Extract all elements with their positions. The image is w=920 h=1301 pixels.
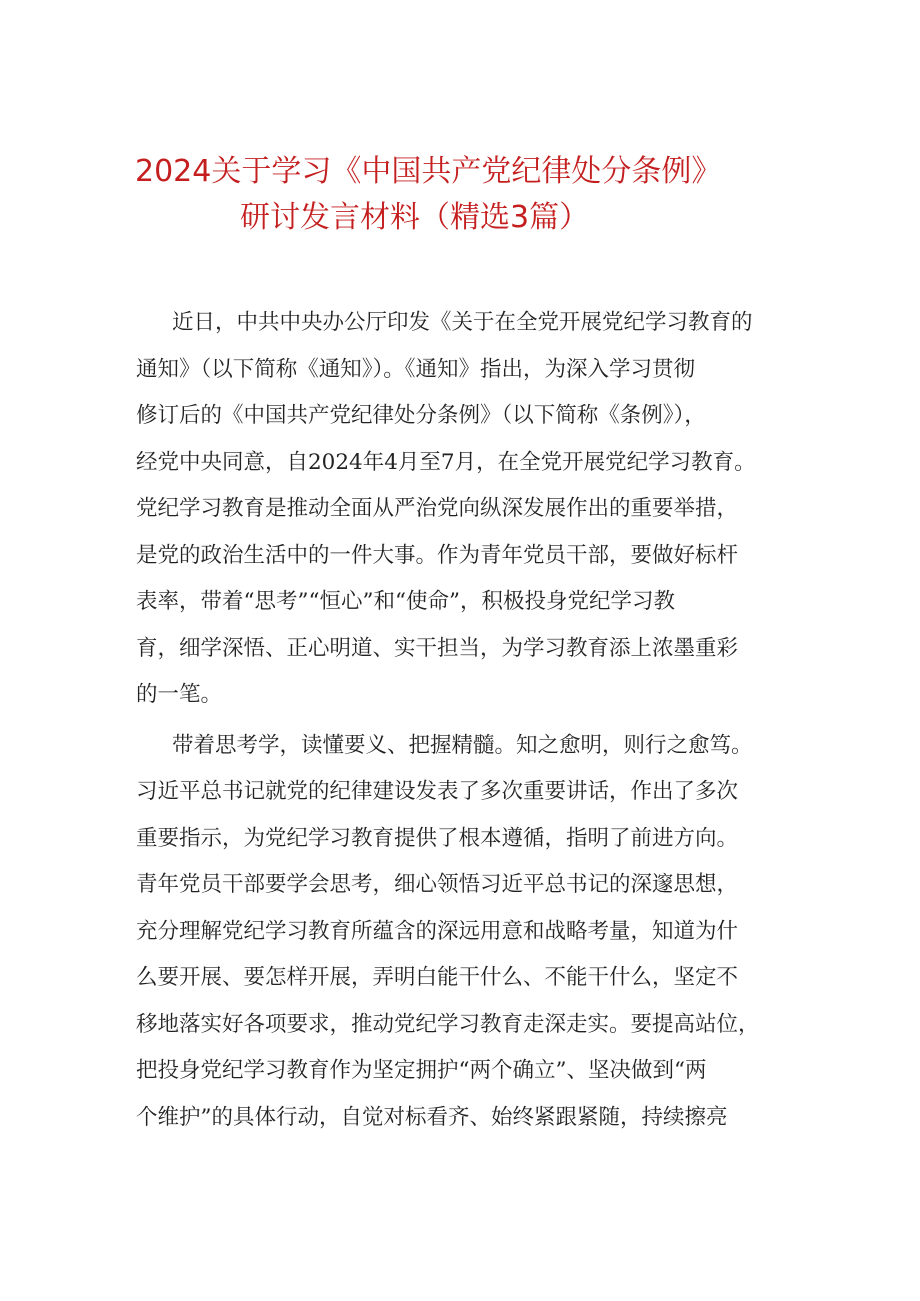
document-body [136, 300, 796, 1141]
paragraph-line: 是党的政治生活中的一件大事。作为青年党员干部，要做好标杆 [136, 542, 739, 568]
paragraph-line: 个维护”的具体行动，自觉对标看齐、始终紧跟紧随，持续擦亮 [136, 1104, 728, 1130]
paragraph-2 [136, 723, 796, 1142]
document-title-line1: 2024关于学习《中国共产党纪律处分条例》 [135, 154, 722, 189]
paragraph-line: 的一笔。 [136, 682, 223, 707]
paragraph-line: 表率，带着“思考”“恒心”和“使命”，积极投身党纪学习教 [136, 589, 675, 614]
paragraph-line: 移地落实好各项要求，推动党纪学习教育走深走实。要提高站位， [136, 1011, 760, 1037]
paragraph-line: 通知》（以下简称《通知》）。《通知》指出，为深入学习贯彻 [136, 356, 696, 382]
paragraph-line: 把投身党纪学习教育作为坚定拥护“两个确立”、坚决做到“两 [136, 1058, 707, 1083]
paragraph-line: 修订后的《中国共产党纪律处分条例》（以下简称《条例》）， [136, 403, 706, 428]
paragraph-1 [136, 300, 796, 719]
paragraph-line: 育，细学深悟、正心明道、实干担当，为学习教育添上浓墨重彩 [136, 635, 739, 661]
document-title-line2: 研讨发言材料（精选3篇） [240, 200, 590, 235]
paragraph-line: 经党中央同意，自2024年4月至7月，在全党开展党纪学习教育。 [136, 449, 756, 475]
paragraph-line: 充分理解党纪学习教育所蕴含的深远用意和战略考量，知道为什 [136, 918, 739, 944]
paragraph-line: 党纪学习教育是推动全面从严治党向纵深发展作出的重要举措， [136, 496, 739, 521]
paragraph-line: 青年党员干部要学会思考，细心领悟习近平总书记的深邃思想， [136, 872, 739, 897]
paragraph-line: 么要开展、要怎样开展，弄明白能干什么、不能干什么，坚定不 [136, 965, 739, 990]
paragraph-line: 重要指示，为党纪学习教育提供了根本遵循，指明了前进方向。 [136, 825, 739, 851]
paragraph-line: 带着思考学，读懂要义、把握精髓。知之愈明，则行之愈笃。 [172, 732, 753, 758]
paragraph-line: 近日，中共中央办公厅印发《关于在全党开展党纪学习教育的 [172, 310, 753, 335]
paragraph-line: 习近平总书记就党的纪律建设发表了多次重要讲话，作出了多次 [136, 779, 739, 804]
